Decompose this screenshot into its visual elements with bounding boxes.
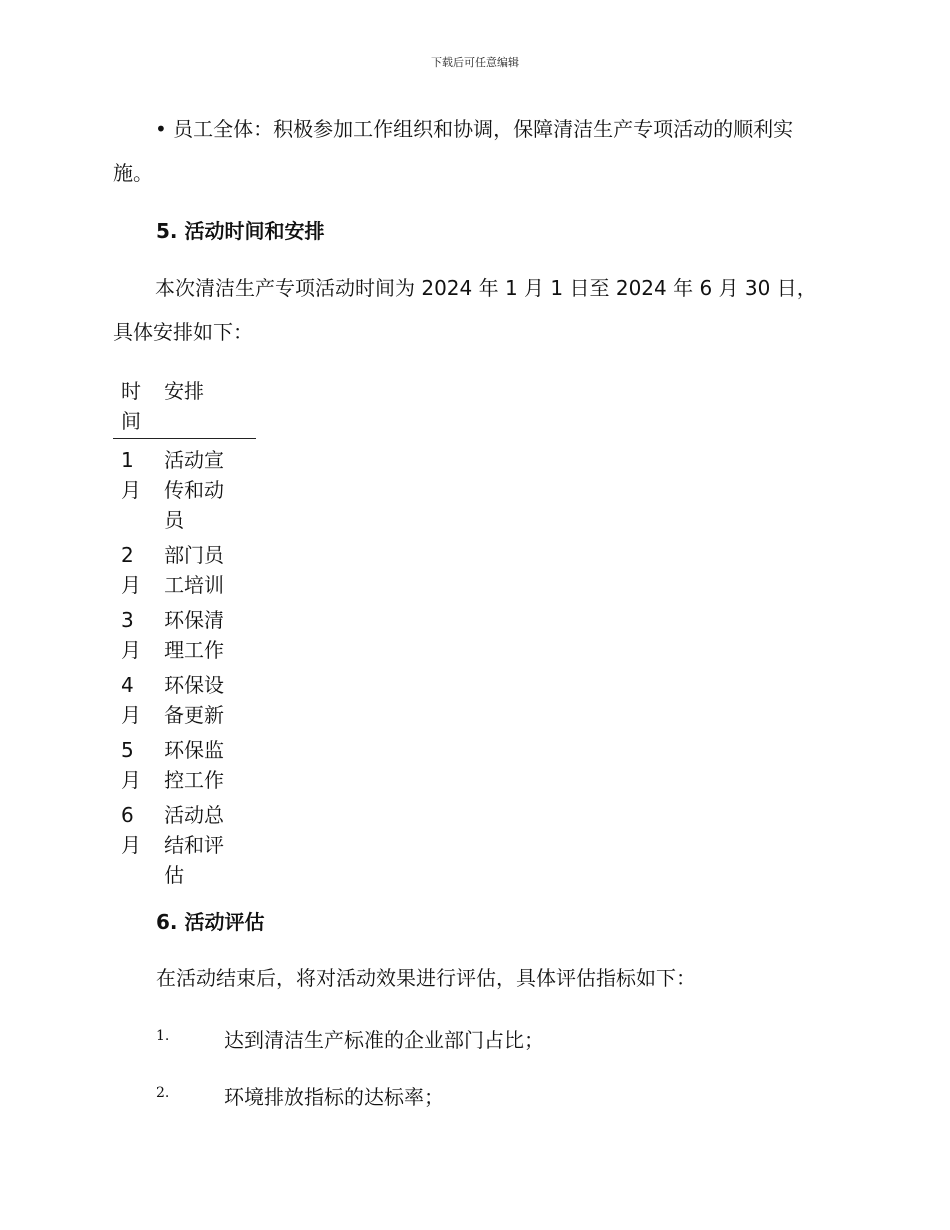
list-number: 2. — [156, 1085, 170, 1101]
list-number: 1. — [156, 1028, 170, 1044]
schedule-task: 活动宣传和动员 — [164, 448, 225, 532]
table-row — [113, 735, 256, 800]
schedule-header-row — [113, 376, 256, 439]
section-6-heading: 6. 活动评估 — [156, 910, 265, 934]
schedule-task: 环保设备更新 — [164, 673, 225, 727]
schedule-month: 2月 — [121, 543, 141, 597]
schedule-month: 5月 — [121, 738, 141, 792]
schedule-month: 6月 — [121, 803, 141, 857]
schedule-month: 1月 — [121, 448, 141, 502]
schedule-task: 环保监控工作 — [164, 738, 225, 792]
schedule-task: 部门员工培训 — [164, 543, 225, 597]
schedule-intro-paragraph: 本次清洁生产专项活动时间为 2024 年 1 月 1 日至 2024 年 6 月 30 日，具体安排如下： — [113, 276, 817, 344]
evaluation-intro-paragraph: 在活动结束后，将对活动效果进行评估，具体评估指标如下： — [156, 966, 696, 990]
list-text: 达到清洁生产标准的企业部门占比； — [224, 1028, 544, 1052]
schedule-month: 3月 — [121, 608, 141, 662]
table-row — [113, 670, 256, 735]
schedule-task: 活动总结和评估 — [164, 803, 225, 887]
schedule-month: 4月 — [121, 673, 141, 727]
table-row — [113, 540, 256, 605]
table-row — [113, 605, 256, 670]
staff-paragraph: • 员工全体：积极参加工作组织和协调，保障清洁生产专项活动的顺利实施。 — [113, 117, 794, 185]
table-row — [113, 800, 256, 895]
schedule-header-task: 安排 — [164, 379, 205, 403]
section-5-heading: 5. 活动时间和安排 — [156, 219, 325, 243]
page-header: 下载后可任意编辑 — [431, 56, 519, 69]
list-text: 环境排放指标的达标率； — [224, 1085, 444, 1109]
schedule-table — [113, 376, 256, 895]
schedule-task: 环保清理工作 — [164, 608, 225, 662]
schedule-header-time: 时间 — [121, 379, 141, 433]
table-row — [113, 439, 256, 541]
